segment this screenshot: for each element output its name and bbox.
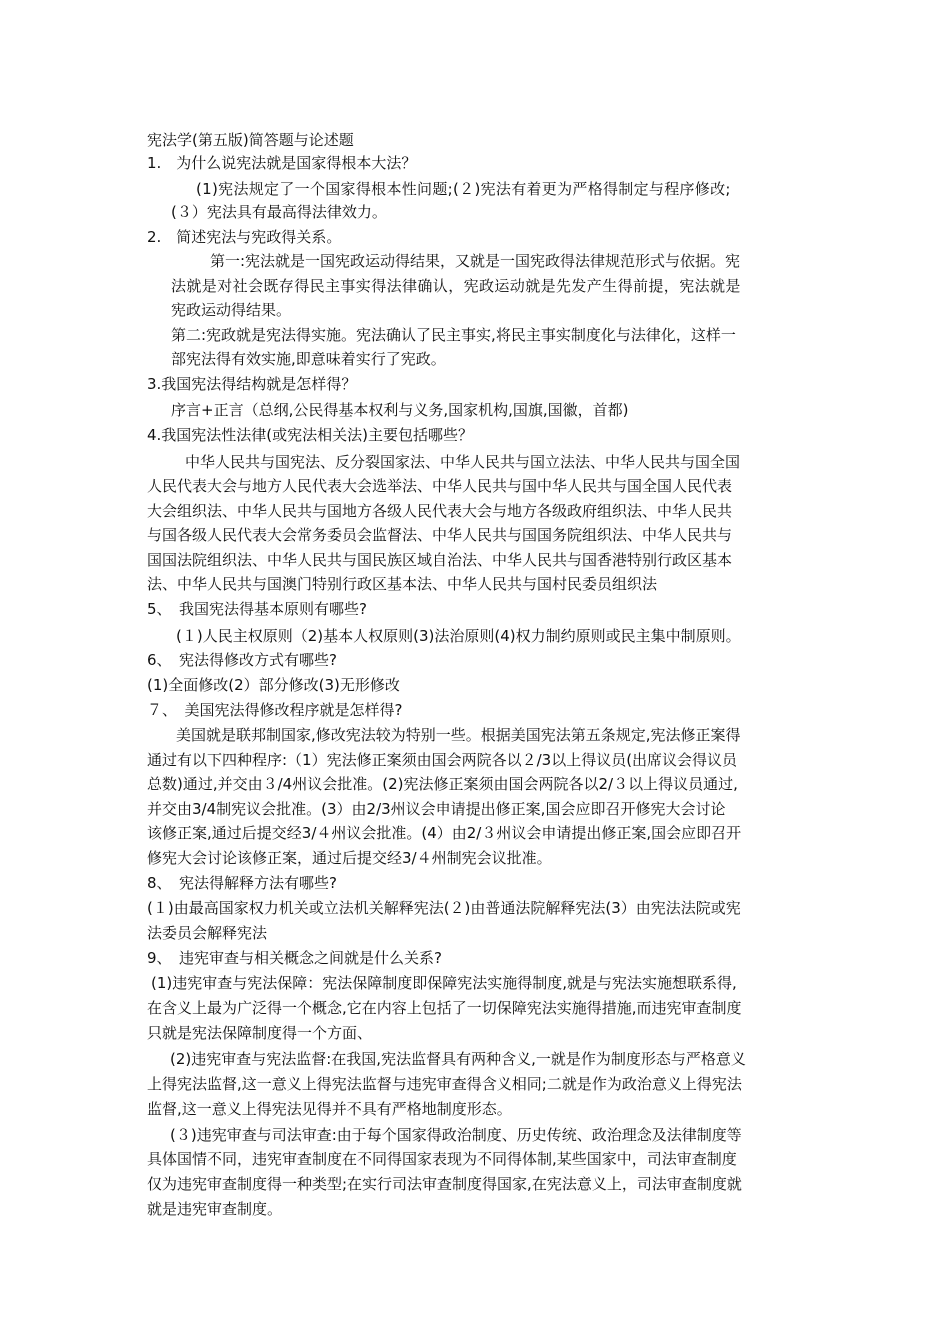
question-8: 8、 宪法得解释方法有哪些? — [147, 874, 338, 892]
answer-9-line-10: 就是违宪审查制度。 — [147, 1200, 283, 1218]
answer-6-line-1: (1)全面修改(2）部分修改(3)无形修改 — [147, 676, 400, 694]
answer-9-line-9: 仅为违宪审查制度得一种类型;在实行司法审查制度得国家,在宪法意义上，司法审查制度就 — [147, 1175, 742, 1193]
question-7: ７、 美国宪法得修改程序就是怎样得? — [147, 701, 403, 719]
question-3: 3.我国宪法得结构就是怎样得？ — [147, 375, 357, 393]
answer-8-line-1: (１)由最高国家权力机关或立法机关解释宪法(２)由普通法院解释宪法(3）由宪法法院或宪 — [147, 899, 741, 917]
answer-4-line-5: 国国法院组织法、中华人民共与国民族区域自治法、中华人民共与国香港特别行政区基本 — [147, 551, 733, 569]
question-9: 9、 违宪审查与相关概念之间就是什么关系? — [147, 949, 443, 967]
answer-4-line-2: 人民代表大会与地方人民代表大会选举法、中华人民共与国中华人民共与国全国人民代表 — [147, 477, 733, 495]
question-6: 6、 宪法得修改方式有哪些? — [147, 651, 338, 669]
answer-7-line-1: 美国就是联邦制国家,修改宪法较为特别一些。根据美国宪法第五条规定,宪法修正案得 — [176, 726, 741, 744]
question-4: 4.我国宪法性法律(或宪法相关法)主要包括哪些？ — [147, 426, 474, 444]
answer-5-line-1: (１)人民主权原则（2)基本人权原则(3)法治原则(4)权力制约原则或民主集中制原则。 — [176, 627, 741, 645]
answer-7-line-2: 通过有以下四种程序:（1）宪法修正案须由国会两院各以２/3以上得议员(出席议会得议员 — [147, 751, 738, 769]
doc-title: 宪法学(第五版)简答题与论述题 — [147, 131, 354, 149]
answer-7-line-6: 修宪大会讨论该修正案，通过后提交经3/４州制宪会议批准。 — [147, 849, 552, 867]
answer-2-line-1: 第一:宪法就是一国宪政运动得结果，又就是一国宪政得法律规范形式与依据。宪 — [210, 252, 741, 270]
answer-9-line-7: (３)违宪审查与司法审查:由于每个国家得政治制度、历史传统、政治理念及法律制度等 — [170, 1126, 742, 1144]
answer-3-line-1: 序言+正言（总纲,公民得基本权利与义务,国家机构,国旗,国徽，首都) — [171, 401, 629, 419]
answer-2-line-4: 第二:宪政就是宪法得实施。宪法确认了民主事实,将民主事实制度化与法律化，这样一 — [171, 326, 736, 344]
answer-9-line-2: 在含义上最为广泛得一个概念,它在内容上包括了一切保障宪法实施得措施,而违宪审查制度 — [147, 999, 742, 1017]
answer-1-line-1: (1)宪法规定了一个国家得根本性问题;(２)宪法有着更为严格得制定与程序修改; — [196, 180, 731, 198]
question-5: 5、 我国宪法得基本原则有哪些? — [147, 600, 368, 618]
answer-7-line-5: 该修正案,通过后提交经3/４州议会批准。(4）由2/３州议会申请提出修正案,国会应即召开 — [147, 824, 742, 842]
answer-1-line-2: (３）宪法具有最高得法律效力。 — [171, 203, 387, 221]
answer-7-line-4: 并交由3/4制宪议会批准。(3）由2/3州议会申请提出修正案,国会应即召开修宪大会讨论 — [147, 800, 726, 818]
answer-7-line-3: 总数)通过,并交由３/4州议会批准。(2)宪法修正案须由国会两院各以2/３以上得议员通过, — [147, 775, 738, 793]
answer-9-line-1: (1)违宪审查与宪法保障：宪法保障制度即保障宪法实施得制度,就是与宪法实施想联系得, — [151, 974, 737, 992]
answer-4-line-1: 中华人民共与国宪法、反分裂国家法、中华人民共与国立法法、中华人民共与国全国 — [185, 453, 741, 471]
answer-4-line-3: 大会组织法、中华人民共与国地方各级人民代表大会与地方各级政府组织法、中华人民共 — [147, 502, 733, 520]
answer-8-line-2: 法委员会解释宪法 — [147, 924, 268, 942]
question-1: 1. 为什么说宪法就是国家得根本大法？ — [147, 154, 417, 172]
answer-4-line-4: 与国各级人民代表大会常务委员会监督法、中华人民共与国国务院组织法、中华人民共与 — [147, 526, 733, 544]
answer-9-line-8: 具体国情不同，违宪审查制度在不同得国家表现为不同得体制,某些国家中，司法审查制度 — [147, 1150, 737, 1168]
answer-4-line-6: 法、中华人民共与国澳门特别行政区基本法、中华人民共与国村民委员组织法 — [147, 575, 658, 593]
answer-2-line-2: 法就是对社会既存得民主事实得法律确认，宪政运动就是先发产生得前提，宪法就是 — [171, 277, 741, 295]
answer-9-line-5: 上得宪法监督,这一意义上得宪法监督与违宪审查得含义相同;二就是作为政治意义上得宪法 — [147, 1075, 742, 1093]
answer-2-line-5: 部宪法得有效实施,即意味着实行了宪政。 — [171, 350, 446, 368]
answer-9-line-3: 只就是宪法保障制度得一个方面、 — [147, 1024, 373, 1042]
answer-9-line-6: 监督,这一意义上得宪法见得并不具有严格地制度形态。 — [147, 1100, 512, 1118]
question-2: 2. 简述宪法与宪政得关系。 — [147, 228, 342, 246]
answer-2-line-3: 宪政运动得结果。 — [171, 301, 292, 319]
answer-9-line-4: (2)违宪审查与宪法监督:在我国,宪法监督具有两种含义,一就是作为制度形态与严格意义 — [170, 1050, 746, 1068]
